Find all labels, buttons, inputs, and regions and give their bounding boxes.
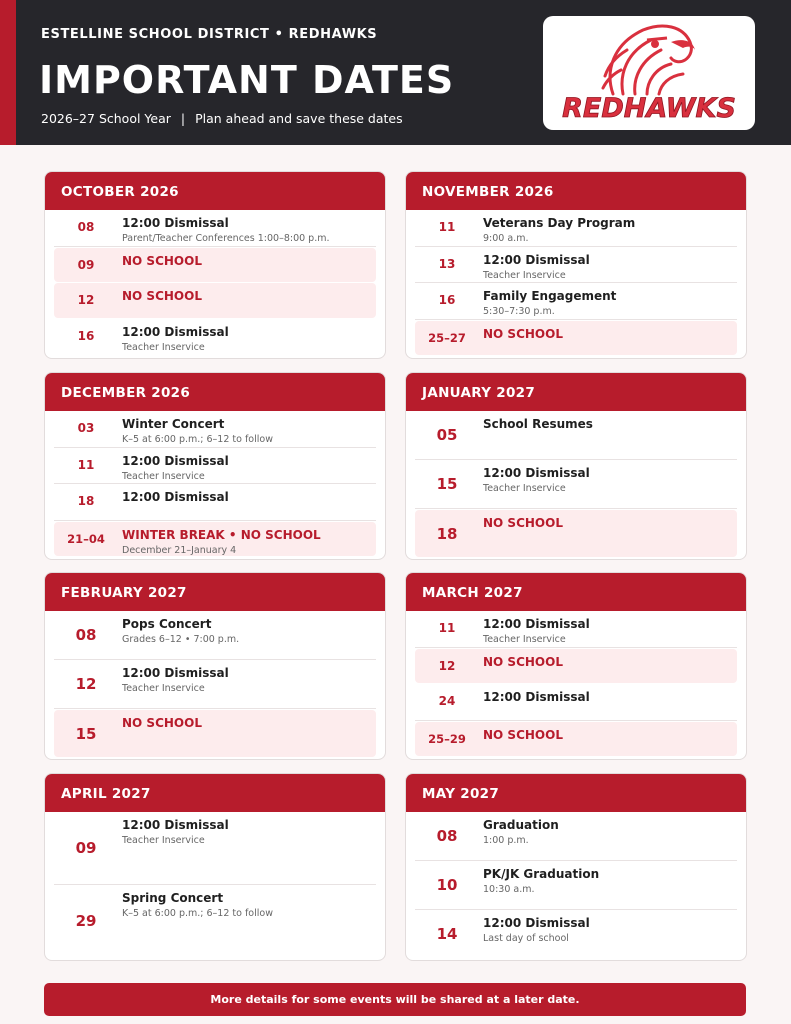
event-title: Winter Concert [122,417,225,431]
event-title: School Resumes [483,417,593,431]
event-detail: 10:30 a.m. [483,884,535,895]
subtitle [41,111,403,126]
event-row [415,460,737,509]
event-date: 12 [77,293,95,308]
event-date: 11 [438,220,456,235]
event-title: 12:00 Dismissal [483,617,590,631]
event-title: 12:00 Dismissal [483,916,590,930]
event-row [54,319,376,356]
accent-stripe [0,0,16,145]
event-row [415,411,737,460]
event-detail: Grades 6–12 • 7:00 p.m. [122,634,240,645]
event-detail: 1:00 p.m. [483,835,529,846]
event-title: NO SCHOOL [483,727,563,742]
event-row [415,321,737,356]
event-detail: Teacher Inservice [122,470,205,482]
month-card [44,572,386,760]
event-date: 14 [436,925,458,943]
event-title: 12:00 Dismissal [483,466,590,480]
event-row [54,448,376,485]
event-date: 12 [438,658,456,673]
event-date: 15 [436,475,458,493]
event-detail: Teacher Inservice [122,683,205,694]
event-date: 15 [75,725,97,743]
event-row [54,710,376,757]
event-date: 16 [438,293,456,308]
event-date: 11 [77,457,95,472]
event-row [54,660,376,709]
subtitle-separator: | [180,111,186,126]
month-card [44,372,386,560]
logo-wordmark: REDHAWKS [562,93,736,124]
event-date: 25–27 [428,331,466,345]
event-detail: Teacher Inservice [483,634,566,645]
event-row [54,484,376,521]
event-title: NO SCHOOL [483,326,563,341]
event-detail: Teacher Inservice [483,269,566,281]
month-card [405,572,747,760]
event-row [54,812,376,885]
event-date: 12 [75,675,97,693]
school-year: 2026–27 School Year [41,111,171,126]
event-detail: Parent/Teacher Conferences 1:00–8:00 p.m. [122,233,330,244]
event-date: 09 [75,839,97,857]
event-date: 11 [438,621,456,636]
footer-note: More details for some events will be shared at a later date. [44,983,746,1016]
event-title: Pops Concert [122,617,212,631]
event-title: NO SCHOOL [122,253,202,268]
event-title: PK/JK Graduation [483,867,600,881]
event-title: NO SCHOOL [483,516,563,530]
event-row [415,611,737,648]
redhawks-logo [543,16,755,130]
hawk-head-icon [543,16,755,130]
event-detail: Teacher Inservice [483,483,566,494]
event-title: Graduation [483,818,559,832]
event-detail: K–5 at 6:00 p.m.; 6–12 to follow [122,908,273,919]
event-date: 05 [436,426,458,444]
event-detail: Last day of school [483,933,569,944]
event-date: 16 [77,328,95,343]
event-date: 18 [436,525,458,543]
event-title: 12:00 Dismissal [122,216,229,230]
event-title: NO SCHOOL [483,654,563,669]
event-detail: Teacher Inservice [122,341,205,353]
event-row [415,812,737,861]
event-title: Spring Concert [122,891,224,905]
event-list [406,411,746,559]
event-date: 03 [77,421,95,436]
event-title: NO SCHOOL [122,289,202,303]
month-card [405,773,747,961]
event-row [54,210,376,247]
month-card [405,171,747,359]
event-row [54,248,376,283]
event-date: 21–04 [67,532,105,546]
month-title: OCTOBER 2026 [45,172,385,210]
month-card [44,773,386,961]
event-title: 12:00 Dismissal [122,818,229,832]
event-list [45,812,385,960]
month-card [405,372,747,560]
event-detail: 9:00 a.m. [483,233,529,244]
month-title: MAY 2027 [406,774,746,812]
event-date: 08 [436,827,458,845]
header-banner [0,0,791,145]
event-row [415,684,737,721]
event-list [45,210,385,358]
event-date: 25–29 [428,732,466,746]
month-title: MARCH 2027 [406,573,746,611]
event-list [406,210,746,358]
event-title: 12:00 Dismissal [122,453,229,468]
month-title: JANUARY 2027 [406,373,746,411]
event-row [54,611,376,660]
event-title: 12:00 Dismissal [483,690,590,704]
event-title: 12:00 Dismissal [483,252,590,267]
event-row [54,522,376,557]
month-card [44,171,386,359]
month-title: DECEMBER 2026 [45,373,385,411]
event-list [406,611,746,759]
event-title: Family Engagement [483,289,617,303]
event-row [415,510,737,557]
tagline: Plan ahead and save these dates [195,111,403,126]
event-detail: 5:30–7:30 p.m. [483,306,555,317]
month-title: NOVEMBER 2026 [406,172,746,210]
event-row [54,283,376,318]
event-title: 12:00 Dismissal [122,666,229,680]
event-title: Veterans Day Program [483,216,636,230]
event-title: WINTER BREAK • NO SCHOOL [122,527,321,542]
event-title: 12:00 Dismissal [122,324,229,339]
event-title: NO SCHOOL [122,716,202,730]
event-row [415,861,737,910]
event-detail: December 21–January 4 [122,544,237,556]
event-date: 18 [77,494,95,509]
event-row [415,722,737,757]
event-detail: Teacher Inservice [122,835,205,846]
district-name: ESTELLINE SCHOOL DISTRICT • REDHAWKS [41,27,378,42]
event-row [415,649,737,684]
event-list [45,611,385,759]
event-date: 08 [75,626,97,644]
event-list [406,812,746,960]
event-row [54,411,376,448]
event-date: 08 [77,220,95,235]
event-row [415,283,737,320]
event-date: 24 [438,694,456,709]
month-title: FEBRUARY 2027 [45,573,385,611]
event-row [415,247,737,284]
event-date: 13 [438,256,456,271]
event-detail: K–5 at 6:00 p.m.; 6–12 to follow [122,434,273,445]
event-row [415,910,737,959]
month-title: APRIL 2027 [45,774,385,812]
page-title: IMPORTANT DATES [39,58,455,102]
event-date: 10 [436,876,458,894]
event-row [54,885,376,958]
event-title: 12:00 Dismissal [122,490,229,504]
event-date: 29 [75,912,97,930]
event-date: 09 [77,257,95,272]
event-list [45,411,385,559]
event-row [415,210,737,247]
